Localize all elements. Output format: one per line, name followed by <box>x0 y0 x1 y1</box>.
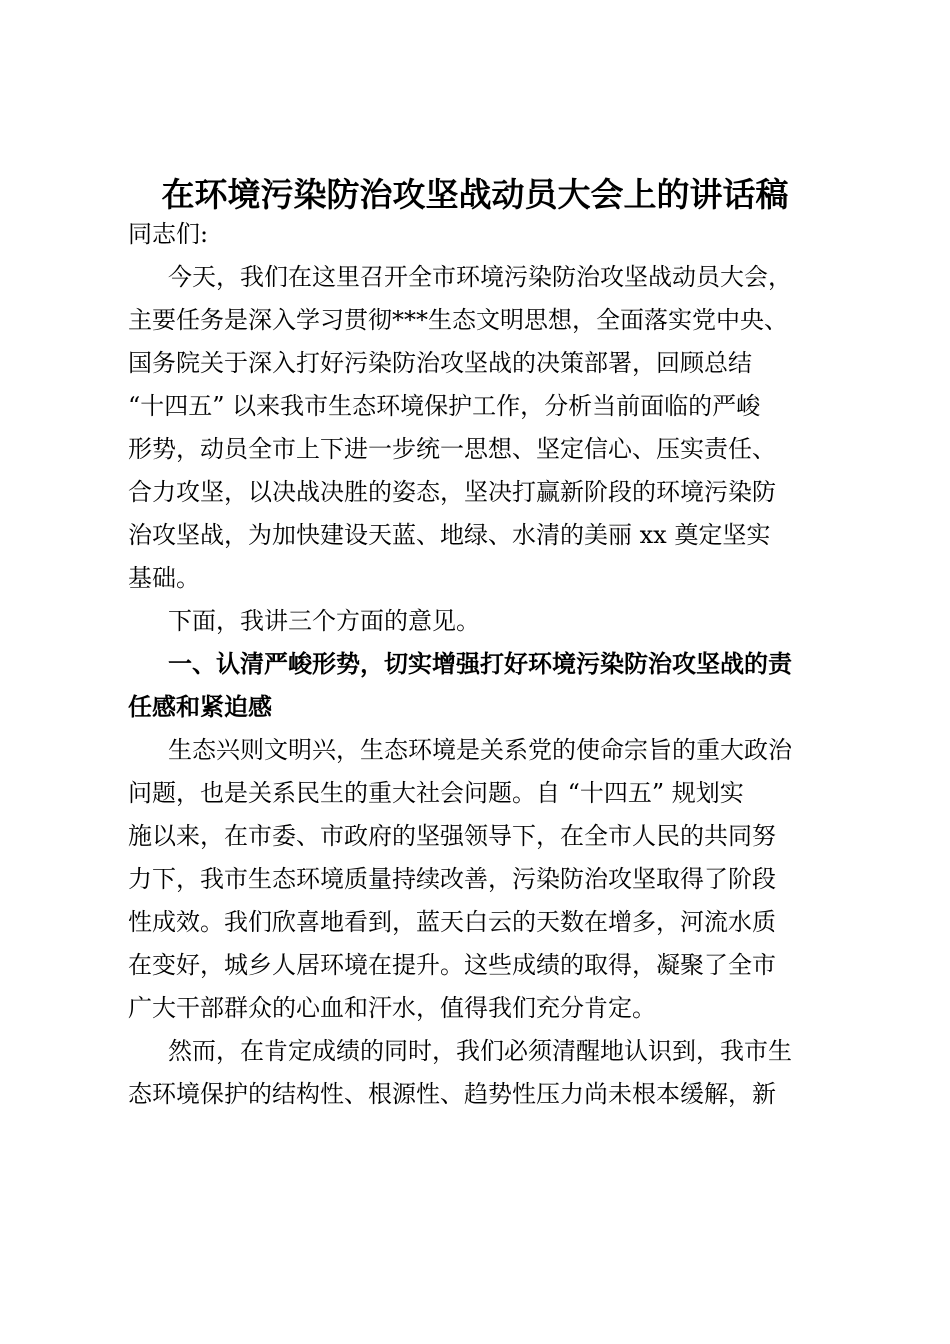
document-title: 在环境污染防治攻坚战动员大会上的讲话稿 <box>161 175 789 214</box>
paragraph-line: 生态兴则文明兴，生态环境是关系党的使命宗旨的重大政治 <box>168 736 792 764</box>
paragraph-line: 广大干部群众的心血和汗水，值得我们充分肯定。 <box>128 994 656 1022</box>
section-heading-line: 任感和紧迫感 <box>128 693 272 721</box>
paragraph-line: 治攻坚战，为加快建设天蓝、地绿、水清的美丽 xx 奠定坚实 <box>128 521 771 549</box>
paragraph-line: 性成效。我们欣喜地看到，蓝天白云的天数在增多，河流水质 <box>128 908 776 936</box>
paragraph-line: 形势，动员全市上下进一步统一思想、坚定信心、压实责任、 <box>128 435 776 463</box>
paragraph-line: 施以来，在市委、市政府的坚强领导下，在全市人民的共同努 <box>128 822 776 850</box>
paragraph-line: 今天，我们在这里召开全市环境污染防治攻坚战动员大会， <box>168 263 792 291</box>
paragraph-line: 力下，我市生态环境质量持续改善，污染防治攻坚取得了阶段 <box>128 865 776 893</box>
paragraph-line: 然而，在肯定成绩的同时，我们必须清醒地认识到，我市生 <box>168 1037 792 1065</box>
paragraph-line: 问题，也是关系民生的重大社会问题。自 “十四五” 规划实 <box>128 779 744 807</box>
section-heading-line: 一、认清严峻形势，切实增强打好环境污染防治攻坚战的责 <box>168 650 792 678</box>
paragraph-line: 下面，我讲三个方面的意见。 <box>168 607 480 635</box>
paragraph-line: 态环境保护的结构性、根源性、趋势性压力尚未根本缓解，新 <box>128 1080 776 1108</box>
paragraph-line: 同志们: <box>128 220 209 248</box>
paragraph-line: 合力攻坚，以决战决胜的姿态，坚决打赢新阶段的环境污染防 <box>128 478 776 506</box>
paragraph-line: 主要任务是深入学习贯彻***生态文明思想，全面落实党中央、 <box>128 306 788 334</box>
paragraph-line: 在变好，城乡人居环境在提升。这些成绩的取得，凝聚了全市 <box>128 951 776 979</box>
paragraph-line: 国务院关于深入打好污染防治攻坚战的决策部署，回顾总结 <box>128 349 752 377</box>
document-body <box>128 213 828 1116</box>
paragraph-line: 基础。 <box>128 564 200 592</box>
paragraph-line: “十四五” 以来我市生态环境保护工作，分析当前面临的严峻 <box>128 392 761 420</box>
